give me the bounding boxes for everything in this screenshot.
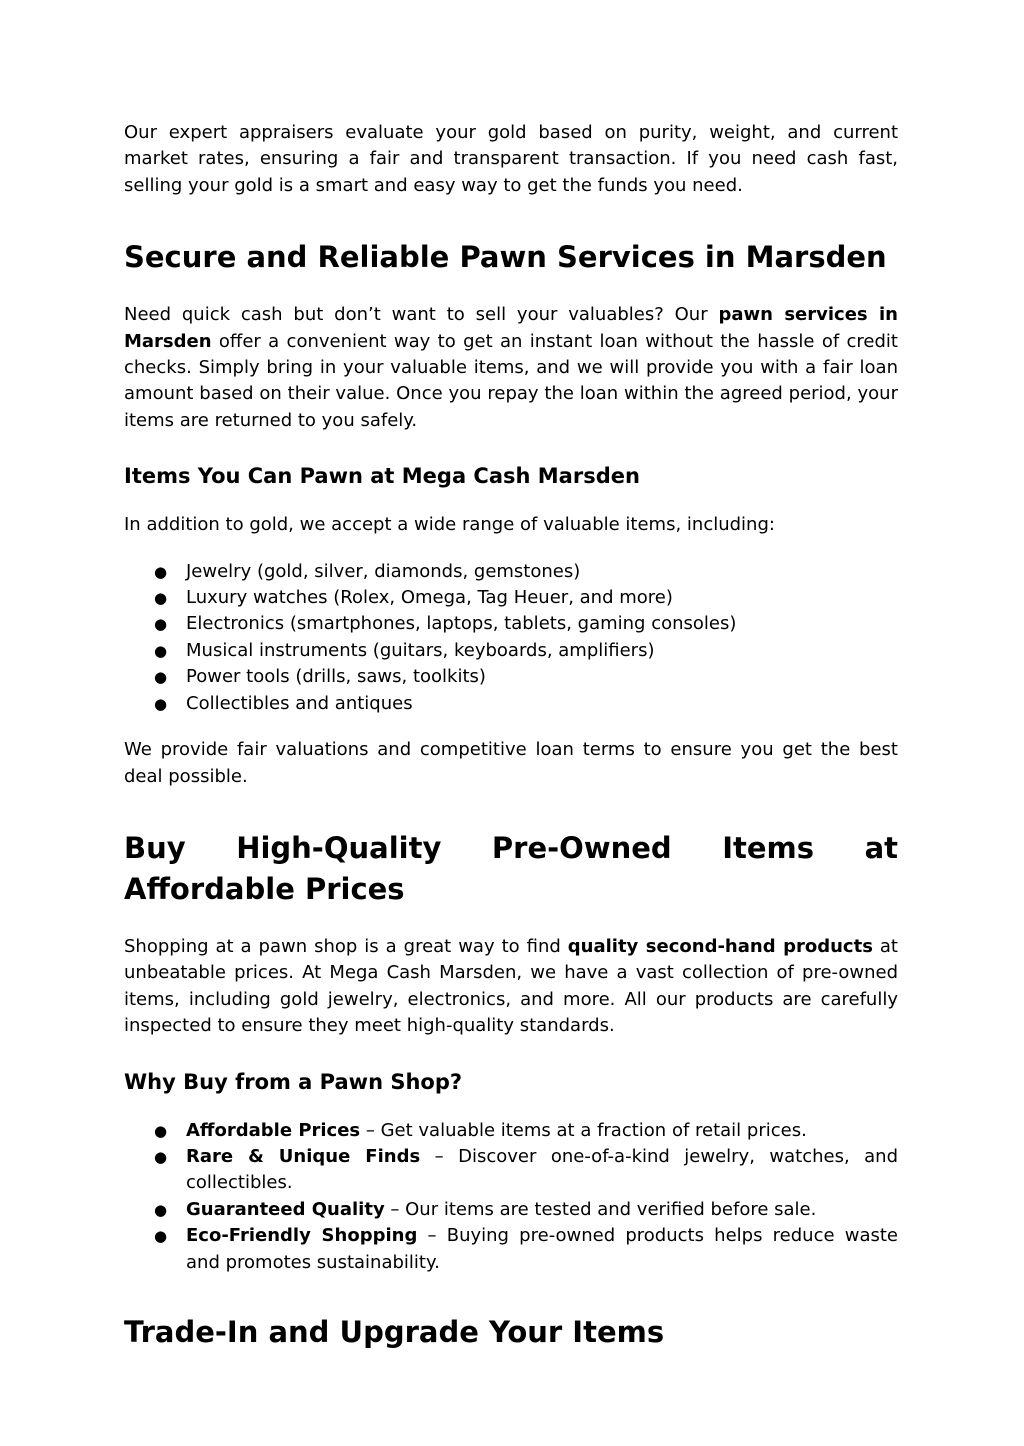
benefit-title: Rare & Unique Finds [186, 1145, 421, 1167]
list-item [124, 1223, 898, 1276]
list-item-text: Collectibles and antiques [186, 692, 413, 714]
list-item [124, 638, 898, 664]
list-item [124, 1197, 898, 1223]
benefit-text: – Our items are tested and verified before sale. [384, 1198, 817, 1220]
pawn-items-subheading: Items You Can Pawn at Mega Cash Marsden [124, 464, 640, 489]
benefit-title: Guaranteed Quality [186, 1198, 385, 1220]
benefit-text: – Buying pre-owned products helps reduce waste and promotes sustainability. [186, 1225, 898, 1273]
document-page [124, 120, 898, 1353]
list-item [124, 1118, 898, 1144]
list-item [124, 611, 898, 637]
bullet-icon: ● [154, 668, 168, 687]
list-item [124, 585, 898, 611]
bullet-icon: ● [154, 1227, 168, 1246]
list-item-text: Power tools (drills, saws, toolkits) [186, 666, 486, 688]
pawn-services-paragraph [124, 302, 898, 434]
trade-in-heading: Trade-In and Upgrade Your Items [124, 1314, 665, 1349]
bullet-icon: ● [154, 1121, 168, 1140]
benefit-text: – Get valuable items at a fraction of retail prices. [360, 1119, 807, 1141]
list-item-text: Electronics (smartphones, laptops, tablets, gaming consoles) [186, 613, 737, 635]
why-buy-subheading: Why Buy from a Pawn Shop? [124, 1069, 463, 1094]
bullet-icon: ● [154, 1147, 168, 1166]
benefit-text: – Discover one-of-a-kind jewelry, watches, and collectibles. [186, 1145, 899, 1194]
buy-preowned-heading: Buy High-Quality Pre-Owned Items at Affordable Prices [124, 830, 898, 906]
list-item [124, 1144, 898, 1197]
bullet-icon: ● [154, 589, 168, 608]
buy-para-bold: quality second-hand products [567, 935, 873, 957]
list-item-text: Luxury watches (Rolex, Omega, Tag Heuer, and more) [186, 587, 673, 609]
list-item [124, 664, 898, 690]
pawn-para-text-end: offer a convenient way to get an instant loan without the hassle of credit checks. Simply bring in your valuable items, and we will provide you with a fair loan amount based on their value. Once you repay the loan within the agreed period, your items are returned to you safely. [124, 330, 898, 431]
pawn-para-bold: pawn services in Marsden [124, 304, 898, 352]
pawn-items-intro: In addition to gold, we accept a wide range of valuable items, including: [124, 514, 775, 536]
pawn-services-heading: Secure and Reliable Pawn Services in Marsden [124, 240, 887, 275]
benefit-title: Eco-Friendly Shopping [186, 1225, 418, 1247]
bullet-icon: ● [154, 641, 168, 660]
buy-para-text-start: Shopping at a pawn shop is a great way to find [124, 935, 568, 957]
pawn-closing-paragraph: We provide fair valuations and competitive loan terms to ensure you get the best deal possible. [124, 739, 898, 787]
benefits-list [124, 1118, 898, 1276]
pawn-items-list [124, 559, 898, 717]
buy-para-text-end: at unbeatable prices. At Mega Cash Marsden, we have a vast collection of pre-owned items, including gold jewelry, electronics, and more. All our products are carefully inspected to ensure they meet high-quality standards. [124, 935, 898, 1037]
intro-paragraph: Our expert appraisers evaluate your gold based on purity, weight, and current market rates, ensuring a fair and transparent transaction. If you need cash fast, selling your gold is a smart and easy way to get the funds you need. [124, 122, 898, 196]
buy-preowned-paragraph [124, 934, 898, 1040]
bullet-icon: ● [154, 615, 168, 634]
benefit-title: Affordable Prices [186, 1119, 361, 1141]
bullet-icon: ● [154, 1200, 168, 1219]
bullet-icon: ● [154, 562, 168, 581]
list-item-text: Musical instruments (guitars, keyboards, amplifiers) [186, 639, 655, 661]
list-item [124, 691, 898, 717]
pawn-para-text-start: Need quick cash but don’t want to sell your valuables? Our [124, 304, 719, 326]
bullet-icon: ● [154, 694, 168, 713]
list-item-text: Jewelry (gold, silver, diamonds, gemstones) [186, 560, 581, 582]
list-item [124, 559, 898, 585]
